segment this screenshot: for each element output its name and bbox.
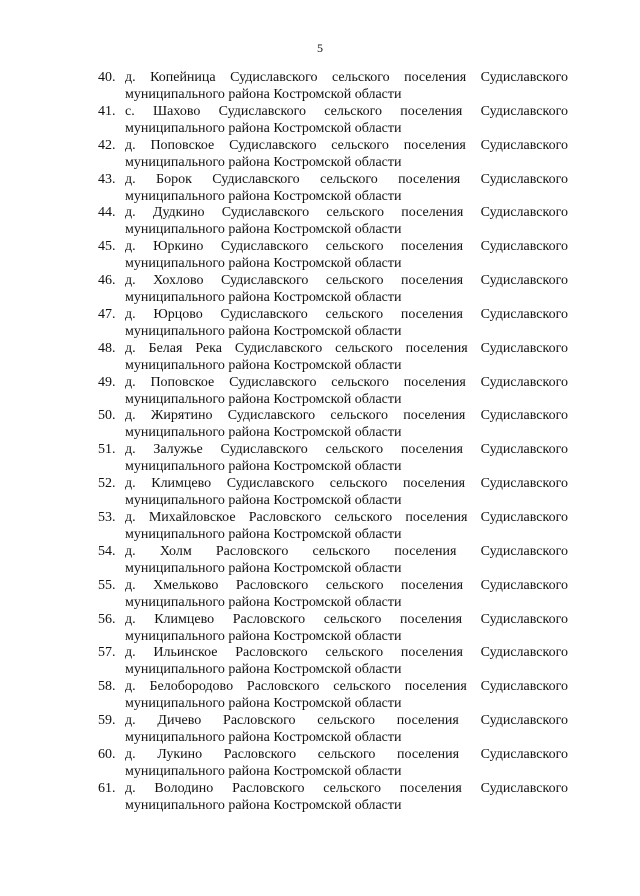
- item-text: [125, 644, 568, 678]
- item-line-2: муниципального района Костромской области: [125, 357, 402, 373]
- list-item: [98, 611, 568, 645]
- item-number: 52.: [98, 476, 116, 492]
- item-number: 54.: [98, 543, 116, 559]
- item-line-2: муниципального района Костромской области: [125, 526, 402, 542]
- item-number: 44.: [98, 205, 116, 221]
- item-text: [125, 780, 568, 814]
- list-item: [98, 746, 568, 780]
- item-number: 41.: [98, 103, 116, 119]
- item-line-1: д. Ильинское Расловского сельского поселения Судиславского: [125, 645, 568, 661]
- item-number: 59.: [98, 713, 116, 729]
- item-line-1: д. Залужье Судиславского сельского поселения Судиславского: [125, 442, 568, 458]
- list-item: [98, 340, 568, 374]
- list-item: [98, 171, 568, 205]
- item-text: [125, 712, 568, 746]
- item-line-1: д. Холм Расловского сельского поселения Судиславского: [125, 543, 568, 559]
- item-line-1: д. Поповское Судиславского сельского поселения Судиславского: [125, 137, 568, 153]
- item-line-1: д. Копейница Судиславского сельского поселения Судиславского: [125, 70, 568, 85]
- item-number: 57.: [98, 645, 116, 661]
- item-line-2: муниципального района Костромской области: [125, 696, 402, 712]
- list-item: [98, 137, 568, 171]
- item-text: [125, 509, 568, 543]
- list-item: [98, 644, 568, 678]
- item-text: [125, 171, 568, 205]
- item-number: 61.: [98, 780, 116, 796]
- list-item: [98, 543, 568, 577]
- list-item: [98, 678, 568, 712]
- list-item: [98, 441, 568, 475]
- item-text: [125, 678, 568, 712]
- list-item: [98, 69, 568, 103]
- item-line-2: муниципального района Костромской области: [125, 120, 402, 136]
- page-number: 5: [317, 41, 323, 55]
- list-item: [98, 204, 568, 238]
- item-line-2: муниципального района Костромской области: [125, 222, 402, 238]
- list-item: [98, 780, 568, 814]
- item-text: [125, 611, 568, 645]
- list-item: [98, 509, 568, 543]
- item-number: 47.: [98, 306, 116, 322]
- item-number: 51.: [98, 442, 116, 458]
- list-item: [98, 306, 568, 340]
- item-line-2: муниципального района Костромской области: [125, 256, 402, 272]
- item-text: [125, 272, 568, 306]
- item-number: 53.: [98, 509, 116, 525]
- item-number: 42.: [98, 137, 116, 153]
- item-text: [125, 340, 568, 374]
- item-line-1: д. Михайловское Расловского сельского поселения Судиславского: [125, 509, 568, 525]
- item-line-2: муниципального района Костромской области: [125, 662, 402, 678]
- item-text: [125, 475, 568, 509]
- list-item: [98, 475, 568, 509]
- item-line-1: д. Дичево Расловского сельского поселения Судиславского: [125, 713, 568, 729]
- item-line-1: д. Юрцово Судиславского сельского поселения Судиславского: [125, 306, 568, 322]
- item-text: [125, 306, 568, 340]
- item-line-2: муниципального района Костромской области: [125, 323, 402, 339]
- list-item: [98, 272, 568, 306]
- item-text: [125, 577, 568, 611]
- item-line-1: д. Климцево Расловского сельского поселения Судиславского: [125, 611, 568, 627]
- item-line-2: муниципального района Костромской области: [125, 290, 402, 306]
- list-item: [98, 103, 568, 137]
- list-item: [98, 712, 568, 746]
- item-line-2: муниципального района Костромской области: [125, 493, 402, 509]
- item-text: [125, 238, 568, 272]
- item-number: 56.: [98, 611, 116, 627]
- item-text: [125, 137, 568, 171]
- item-number: 50.: [98, 408, 116, 424]
- item-number: 48.: [98, 340, 116, 356]
- item-text: [125, 204, 568, 238]
- item-line-1: д. Жирятино Судиславского сельского поселения Судиславского: [125, 408, 568, 424]
- item-line-1: д. Дудкино Судиславского сельского поселения Судиславского: [125, 205, 568, 221]
- item-text: [125, 103, 568, 137]
- list-item: [98, 407, 568, 441]
- item-line-2: муниципального района Костромской области: [125, 730, 402, 746]
- item-line-2: муниципального района Костромской области: [125, 594, 402, 610]
- item-text: [125, 746, 568, 780]
- item-line-1: д. Хохлово Судиславского сельского поселения Судиславского: [125, 273, 568, 289]
- item-number: 58.: [98, 679, 116, 695]
- item-line-2: муниципального района Костромской области: [125, 154, 402, 170]
- item-number: 60.: [98, 746, 116, 762]
- item-line-2: муниципального района Костромской области: [125, 425, 402, 441]
- list-item: [98, 577, 568, 611]
- item-number: 45.: [98, 239, 116, 255]
- settlement-list: [98, 69, 568, 814]
- item-line-1: д. Лукино Расловского сельского поселения Судиславского: [125, 746, 568, 762]
- item-line-2: муниципального района Костромской области: [125, 87, 402, 102]
- item-line-2: муниципального района Костромской области: [125, 797, 402, 813]
- item-line-2: муниципального района Костромской области: [125, 628, 402, 644]
- list-item: [98, 374, 568, 408]
- item-line-1: с. Шахово Судиславского сельского поселения Судиславского: [125, 103, 568, 119]
- item-text: [125, 543, 568, 577]
- item-line-2: муниципального района Костромской области: [125, 188, 402, 204]
- item-line-1: д. Хмельково Расловского сельского поселения Судиславского: [125, 577, 568, 593]
- item-line-1: д. Климцево Судиславского сельского поселения Судиславского: [125, 476, 568, 492]
- item-number: 55.: [98, 577, 116, 593]
- item-line-1: д. Белобородово Расловского сельского поселения Судиславского: [125, 679, 568, 695]
- item-line-1: д. Поповское Судиславского сельского поселения Судиславского: [125, 374, 568, 390]
- item-number: 40.: [98, 70, 116, 85]
- item-line-2: муниципального района Костромской области: [125, 763, 402, 779]
- list-item: [98, 238, 568, 272]
- item-line-2: муниципального района Костромской области: [125, 391, 402, 407]
- item-number: 49.: [98, 374, 116, 390]
- item-text: [125, 407, 568, 441]
- item-line-1: д. Юркино Судиславского сельского поселения Судиславского: [125, 239, 568, 255]
- item-number: 46.: [98, 273, 116, 289]
- item-line-2: муниципального района Костромской области: [125, 560, 402, 576]
- item-number: 43.: [98, 171, 116, 187]
- item-text: [125, 441, 568, 475]
- item-line-2: муниципального района Костромской области: [125, 459, 402, 475]
- item-text: [125, 374, 568, 408]
- item-line-1: д. Белая Река Судиславского сельского поселения Судиславского: [125, 340, 568, 356]
- item-line-1: д. Борок Судиславского сельского поселения Судиславского: [125, 171, 568, 187]
- item-text: [125, 69, 568, 103]
- item-line-1: д. Володино Расловского сельского поселения Судиславского: [125, 780, 568, 796]
